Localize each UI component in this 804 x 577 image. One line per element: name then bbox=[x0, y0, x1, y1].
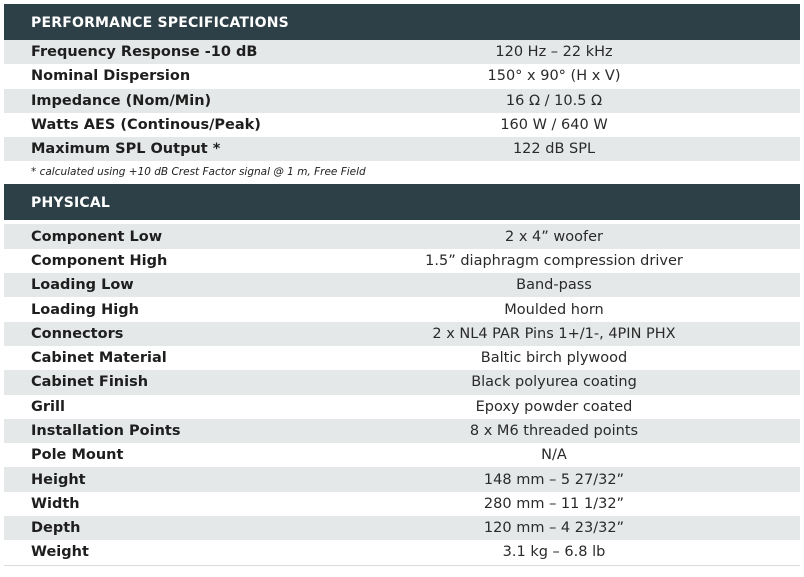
spec-label: Component High bbox=[31, 252, 168, 269]
table-bottom-divider bbox=[4, 565, 800, 566]
table-row bbox=[4, 224, 800, 248]
spec-label: Pole Mount bbox=[31, 447, 124, 464]
spec-value: 148 mm – 5 27/32” bbox=[483, 471, 625, 488]
spec-value: 280 mm – 11 1/32” bbox=[483, 495, 625, 512]
spec-sheet bbox=[4, 4, 800, 566]
table-row bbox=[4, 64, 800, 88]
spec-label: Connectors bbox=[31, 325, 124, 342]
spec-value: 1.5” diaphragm compression driver bbox=[425, 252, 683, 269]
table-row bbox=[4, 516, 800, 540]
spec-label: Loading Low bbox=[31, 277, 134, 294]
spec-label: Loading High bbox=[31, 301, 139, 318]
spec-label: Width bbox=[31, 495, 80, 512]
physical-section-title: PHYSICAL bbox=[4, 184, 800, 220]
spec-label: Cabinet Material bbox=[31, 350, 167, 367]
table-row bbox=[4, 419, 800, 443]
spec-value: 160 W / 640 W bbox=[500, 117, 608, 134]
performance-table bbox=[4, 40, 800, 184]
table-row bbox=[4, 89, 800, 113]
spec-value: Epoxy powder coated bbox=[475, 398, 633, 415]
spec-label: Weight bbox=[31, 544, 89, 561]
spec-value: 2 x NL4 PAR Pins 1+/1-, 4PIN PHX bbox=[432, 325, 676, 342]
table-row bbox=[4, 322, 800, 346]
table-row bbox=[4, 467, 800, 491]
spec-label: Nominal Dispersion bbox=[31, 68, 191, 85]
table-row bbox=[4, 137, 800, 161]
spec-label: Grill bbox=[31, 398, 65, 415]
performance-section-title: PERFORMANCE SPECIFICATIONS bbox=[4, 4, 800, 40]
table-row bbox=[4, 492, 800, 516]
table-row bbox=[4, 297, 800, 321]
spec-label: Frequency Response -10 dB bbox=[31, 44, 258, 61]
spec-label: Installation Points bbox=[31, 423, 181, 439]
spec-label: Component Low bbox=[31, 228, 163, 245]
spec-value: N/A bbox=[541, 447, 567, 464]
physical-table bbox=[4, 224, 800, 565]
spec-value: 2 x 4” woofer bbox=[505, 228, 603, 245]
spec-value: 120 Hz – 22 kHz bbox=[495, 44, 613, 61]
table-row bbox=[4, 249, 800, 273]
table-row bbox=[4, 346, 800, 370]
performance-footnote: * calculated using +10 dB Crest Factor signal @ 1 m, Free Field bbox=[31, 166, 366, 179]
table-row bbox=[4, 370, 800, 394]
spec-label: Maximum SPL Output * bbox=[31, 141, 221, 158]
spec-value: 16 Ω / 10.5 Ω bbox=[505, 92, 603, 109]
table-row bbox=[4, 40, 800, 64]
spec-value: 8 x M6 threaded points bbox=[469, 423, 639, 439]
spec-label: Cabinet Finish bbox=[31, 374, 149, 391]
table-row bbox=[4, 395, 800, 419]
spec-label: Depth bbox=[31, 520, 81, 537]
table-row bbox=[4, 113, 800, 137]
spec-label: Height bbox=[31, 471, 86, 488]
spec-value: Baltic birch plywood bbox=[480, 350, 628, 367]
spec-label: Watts AES (Continous/Peak) bbox=[31, 117, 261, 134]
table-row bbox=[4, 273, 800, 297]
table-row bbox=[4, 540, 800, 564]
spec-value: Moulded horn bbox=[504, 301, 604, 318]
spec-value: Band-pass bbox=[516, 277, 592, 294]
spec-value: 122 dB SPL bbox=[512, 141, 596, 158]
table-row bbox=[4, 443, 800, 467]
spec-label: Impedance (Nom/Min) bbox=[31, 92, 212, 109]
spec-value: 3.1 kg – 6.8 lb bbox=[502, 544, 606, 561]
spec-value: 150° x 90° (H x V) bbox=[487, 68, 621, 85]
spec-value: Black polyurea coating bbox=[471, 374, 637, 391]
spec-value: 120 mm – 4 23/32” bbox=[483, 520, 625, 537]
